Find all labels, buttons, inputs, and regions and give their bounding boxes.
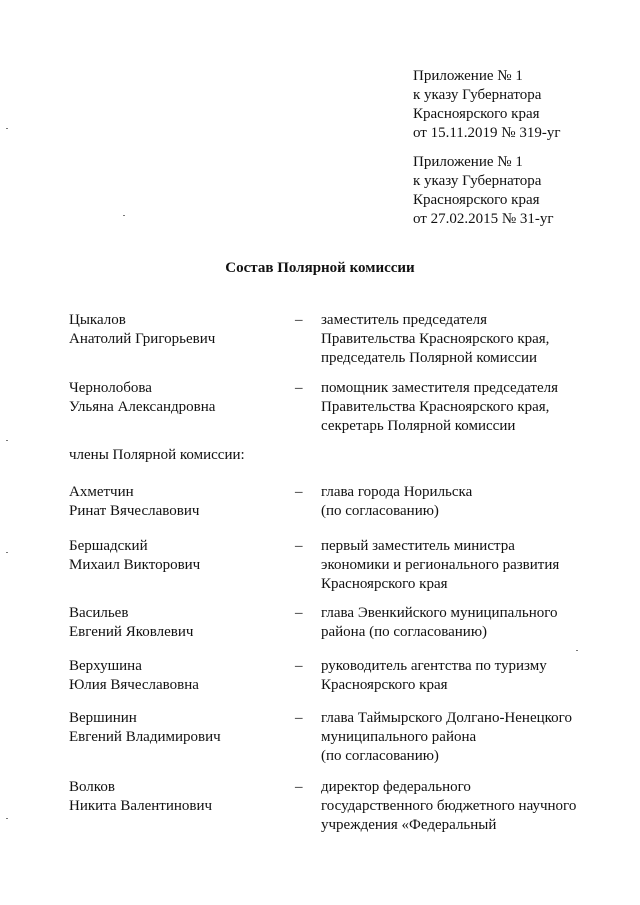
scan-speck bbox=[6, 552, 8, 553]
role-line: учреждения «Федеральный bbox=[321, 817, 497, 833]
member-name bbox=[69, 483, 289, 521]
member-given-name: Никита Валентинович bbox=[69, 798, 213, 814]
member-given-name: Евгений Яковлевич bbox=[69, 624, 194, 640]
role-line: директор федерального bbox=[321, 779, 471, 795]
dash-separator: – bbox=[295, 380, 303, 396]
role-line: помощник заместителя председателя bbox=[321, 380, 558, 396]
member-role bbox=[321, 483, 621, 521]
dash-separator: – bbox=[295, 538, 303, 554]
appendix-header-current bbox=[413, 67, 633, 143]
member-surname: Верхушина bbox=[69, 658, 142, 674]
member-role bbox=[321, 311, 621, 368]
dash-separator: – bbox=[295, 312, 303, 328]
role-line: Правительства Красноярского края, bbox=[321, 331, 550, 347]
member-role bbox=[321, 537, 621, 594]
role-line: муниципального района bbox=[321, 729, 477, 745]
member-name bbox=[69, 604, 289, 642]
role-line: секретарь Полярной комиссии bbox=[321, 418, 516, 434]
role-line: экономики и регионального развития bbox=[321, 557, 560, 573]
dash-separator: – bbox=[295, 710, 303, 726]
role-line: первый заместитель министра bbox=[321, 538, 515, 554]
scan-speck bbox=[6, 818, 8, 819]
member-name bbox=[69, 311, 289, 349]
appendix-line: от 15.11.2019 № 319-уг bbox=[413, 125, 561, 141]
member-role bbox=[321, 604, 621, 642]
role-line: глава Эвенкийского муниципального bbox=[321, 605, 558, 621]
scan-speck bbox=[6, 128, 8, 129]
role-line: Красноярского края bbox=[321, 677, 448, 693]
role-line: Правительства Красноярского края, bbox=[321, 399, 550, 415]
dash-separator: – bbox=[295, 605, 303, 621]
scan-speck bbox=[6, 440, 8, 441]
member-surname: Цыкалов bbox=[69, 312, 126, 328]
role-line: (по согласованию) bbox=[321, 503, 439, 519]
member-given-name: Анатолий Григорьевич bbox=[69, 331, 216, 347]
role-line: глава города Норильска bbox=[321, 484, 473, 500]
member-name bbox=[69, 657, 289, 695]
role-line: руководитель агентства по туризму bbox=[321, 658, 547, 674]
member-given-name: Ульяна Александровна bbox=[69, 399, 216, 415]
member-role bbox=[321, 709, 621, 766]
dash-separator: – bbox=[295, 658, 303, 674]
role-line: (по согласованию) bbox=[321, 748, 439, 764]
member-given-name: Ринат Вячеславович bbox=[69, 503, 200, 519]
member-surname: Бершадский bbox=[69, 538, 148, 554]
dash-separator: – bbox=[295, 484, 303, 500]
member-name bbox=[69, 778, 289, 816]
appendix-line: Красноярского края bbox=[413, 192, 540, 208]
appendix-line: к указу Губернатора bbox=[413, 173, 542, 189]
appendix-line: к указу Губернатора bbox=[413, 87, 542, 103]
member-surname: Васильев bbox=[69, 605, 129, 621]
member-surname: Волков bbox=[69, 779, 115, 795]
appendix-line: Приложение № 1 bbox=[413, 68, 523, 84]
member-role bbox=[321, 379, 621, 436]
member-surname: Вершинин bbox=[69, 710, 137, 726]
role-line: Красноярского края bbox=[321, 576, 448, 592]
appendix-header-original bbox=[413, 153, 633, 229]
member-given-name: Евгений Владимирович bbox=[69, 729, 221, 745]
scan-speck bbox=[576, 650, 578, 651]
appendix-line: Красноярского края bbox=[413, 106, 540, 122]
member-role bbox=[321, 657, 621, 695]
dash-separator: – bbox=[295, 779, 303, 795]
members-section-label: члены Полярной комиссии: bbox=[69, 447, 245, 463]
member-name bbox=[69, 379, 289, 417]
role-line: государственного бюджетного научного bbox=[321, 798, 577, 814]
member-name bbox=[69, 537, 289, 575]
member-surname: Ахметчин bbox=[69, 484, 134, 500]
member-surname: Чернолобова bbox=[69, 380, 152, 396]
role-line: председатель Полярной комиссии bbox=[321, 350, 538, 366]
appendix-line: от 27.02.2015 № 31-уг bbox=[413, 211, 554, 227]
member-role bbox=[321, 778, 621, 835]
member-given-name: Михаил Викторович bbox=[69, 557, 201, 573]
scan-speck bbox=[123, 215, 125, 216]
appendix-line: Приложение № 1 bbox=[413, 154, 523, 170]
role-line: глава Таймырского Долгано-Ненецкого bbox=[321, 710, 572, 726]
document-title: Состав Полярной комиссии bbox=[225, 260, 415, 276]
role-line: района (по согласованию) bbox=[321, 624, 488, 640]
member-given-name: Юлия Вячеславовна bbox=[69, 677, 199, 693]
role-line: заместитель председателя bbox=[321, 312, 488, 328]
member-name bbox=[69, 709, 289, 747]
